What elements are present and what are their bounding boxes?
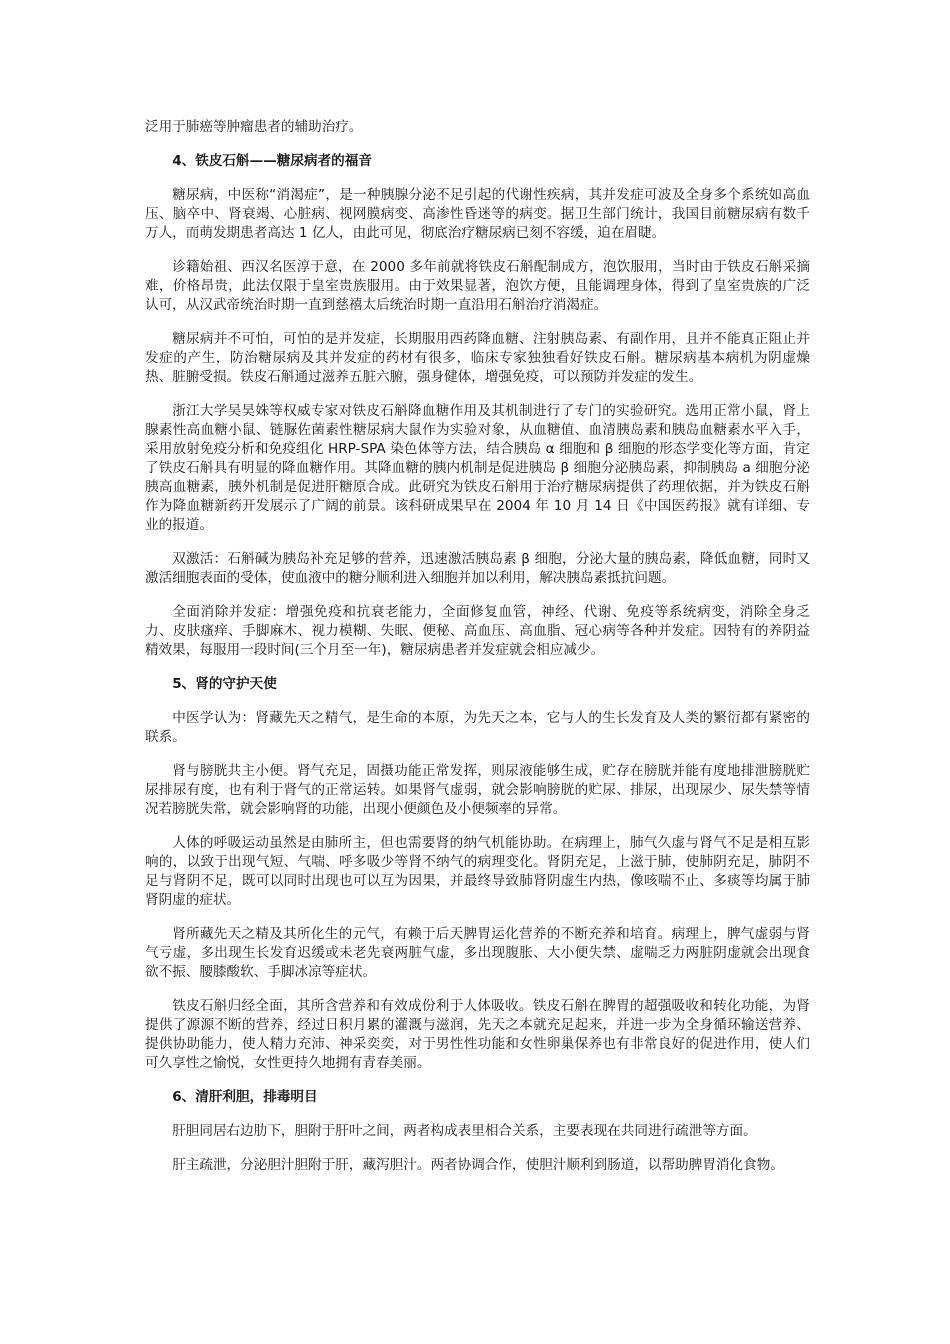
document-page [145,118,810,1190]
section-heading: 6、清肝利胆，排毒明目 [172,1089,318,1105]
paragraph: 中医学认为：肾藏先天之精气，是生命的本原，为先天之本，它与人的生长发育及人类的繁衍都有紧密的联系。 [145,710,810,745]
paragraph: 肾所藏先天之精及其所化生的元气，有赖于后天脾胃运化营养的不断充养和培育。病理上，脾气虚弱与肾气亏虚，多出现生长发育迟缓或未老先衰两脏气虚，多出现腹胀、大小便失禁、虚喘乏力两脏阴虚就会出现食欲不振、腰膝酸软、手脚冰凉等症状。 [145,926,810,980]
paragraph: 全面消除并发症：增强免疫和抗衰老能力，全面修复血管，神经、代谢、免疫等系统病变，消除全身乏力、皮肤瘙痒、手脚麻木、视力模糊、失眠、便秘、高血压、高血脂、冠心病等各种并发症。因特有的养阴益精效果，每服用一段时间(三个月至一年)，糖尿病患者并发症就会相应减少。 [145,604,810,658]
paragraph: 肝主疏泄，分泌胆汁胆附于肝，藏泻胆汁。两者协调合作，使胆汁顺利到肠道，以帮助脾胃消化食物。 [172,1157,784,1173]
paragraph: 诊籍始祖、西汉名医淳于意，在 2000 多年前就将铁皮石斛配制成方，泡饮服用，当时由于铁皮石斛采摘难，价格昂贵，此法仅限于皇室贵族服用。由于效果显著，泡饮方便，且能调理身体，得到了皇室贵族的广泛认可，从汉武帝统治时期一直到慈禧太后统治时期一直沿用石斛治疗消渴症。 [145,259,810,313]
paragraph: 双激活：石斛碱为胰岛补充足够的营养，迅速激活胰岛素 β 细胞，分泌大量的胰岛素，降低血糖，同时又激活细胞表面的受体，使血液中的糖分顺利进入细胞并加以利用，解决胰岛素抵抗问题。 [145,551,810,586]
paragraph: 糖尿病并不可怕，可怕的是并发症，长期服用西药降血糖、注射胰岛素、有副作用，且并不能真正阻止并发症的产生，防治糖尿病及其并发症的药材有很多，临床专家独独看好铁皮石斛。糖尿病基本病机为阴虚燥热、脏腑受损。铁皮石斛通过滋养五脏六腑，强身健体，增强免疫，可以预防并发症的发生。 [145,331,810,385]
section-heading: 4、铁皮石斛——糖尿病者的福音 [172,153,372,169]
paragraph: 肝胆同居右边肋下，胆附于肝叶之间，两者构成表里相合关系，主要表现在共同进行疏泄等方面。 [172,1123,757,1139]
paragraph: 糖尿病，中医称“消渴症”，是一种胰腺分泌不足引起的代谢性疾病，其并发症可波及全身多个系统如高血压、脑卒中、肾衰竭、心脏病、视网膜病变、高渗性昏迷等的病变。据卫生部门统计，我国目前糖尿病有数千万人，而萌发期患者高达 1 亿人，由此可见，彻底治疗糖尿病已刻不容缓，迫在眉睫。 [145,187,810,241]
paragraph: 铁皮石斛归经全面，其所含营养和有效成份利于人体吸收。铁皮石斛在脾胃的超强吸收和转化功能，为肾提供了源源不断的营养，经过日积月累的灌溉与滋润，先天之本就充足起来，并进一步为全身循环输送营养、提供协助能力，使人精力充沛、神采奕奕，对于男性性功能和女性卵巢保养也有非常良好的促进作用，使人们可久享性之愉悦，女性更持久地拥有青春美丽。 [145,998,810,1071]
paragraph: 人体的呼吸运动虽然是由肺所主，但也需要肾的纳气机能协助。在病理上，肺气久虚与肾气不足是相互影响的，以致于出现气短、气喘、呼多吸少等肾不纳气的病理变化。肾阴充足，上滋于肺，使肺阴充足，肺阴不足与肾阴不足，既可以同时出现也可以互为因果，并最终导致肺肾阴虚生内热，像咳喘不止、多痰等均属于肺肾阴虚的症状。 [145,835,810,908]
paragraph: 浙江大学吴昊姝等权威专家对铁皮石斛降血糖作用及其机制进行了专门的实验研究。选用正常小鼠，肾上腺素性高血糖小鼠、链脲佐菌素性糖尿病大鼠作为实验对象，从血糖值、血清胰岛素和胰岛血糖素水平入手，采用放射免疫分析和免疫组化 HRP-SPA 染色体等方法，结合胰岛 α 细胞和 β 细胞的形态学变化等方面，肯定了铁皮石斛具有明显的降血糖作用。其降血糖的胰内机制是促进胰岛 β 细胞分泌胰岛素，抑制胰岛 a 细胞分泌胰高血糖素，胰外机制是促进肝糖原合成。此研究为铁皮石斛用于治疗糖尿病提供了药理依据，并为铁皮石斛作为降血糖新药开发展示了广阔的前景。该科研成果早在 2004 年 10 月 14 日《中国医药报》就有详细、专业的报道。 [145,403,810,533]
paragraph: 肾与膀胱共主小便。肾气充足，固摄功能正常发挥，则尿液能够生成，贮存在膀胱并能有度地排泄膀胱贮尿排尿有度，也有利于肾气的正常运转。如果肾气虚弱，就会影响膀胱的贮尿、排尿，出现尿少、尿失禁等情况若膀胱失常，就会影响肾的功能，出现小便颜色及小便频率的异常。 [145,763,810,817]
section-heading: 5、肾的守护天使 [172,676,277,692]
paragraph: 泛用于肺癌等肿瘤患者的辅助治疗。 [145,119,363,135]
